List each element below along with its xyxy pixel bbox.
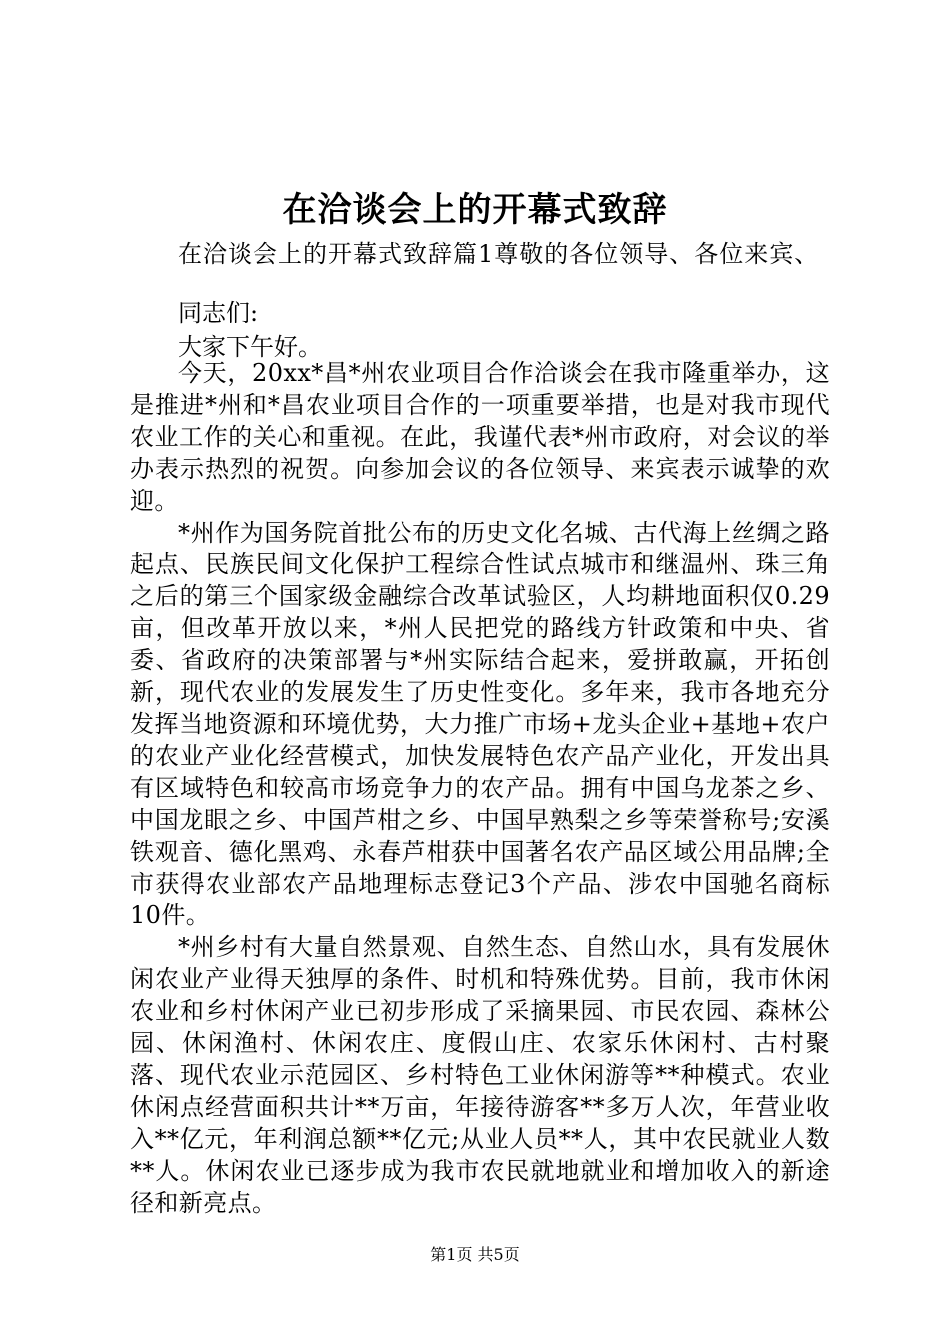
page-footer: 第1页 共5页 bbox=[430, 1245, 520, 1264]
paragraph-opening: 今天，20xx*昌*州农业项目合作洽谈会在我市隆重举办，这是推进*州和*昌农业项目合作的一项重要举措，也是对我市现代农业工作的关心和重视。在此，我谨代表*州市政府，对会议的举办表示热烈的祝贺。向参加会议的各位领导、来宾表示诚挚的欢迎。 bbox=[130, 359, 830, 515]
greeting-line-2: 大家下午好。 bbox=[178, 333, 322, 361]
body-text bbox=[130, 358, 830, 1219]
paragraph-city-overview: *州作为国务院首批公布的历史文化名城、古代海上丝绸之路起点、民族民间文化保护工程综合性试点城市和继温州、珠三角之后的第三个国家级金融综合改革试验区，人均耕地面积仅0.29亩，但改革开放以来，*州人民把党的路线方针政策和中央、省委、省政府的决策部署与*州实际结合起来，爱拼敢赢，开拓创新，现代农业的发展发生了历史性变化。多年来，我市各地充分发挥当地资源和环境优势，大力推广市场+龙头企业+基地+农户的农业产业化经营模式，加快发展特色农产品产业化，开发出具有区域特色和较高市场竞争力的农产品。拥有中国乌龙茶之乡、中国龙眼之乡、中国芦柑之乡、中国早熟梨之乡等荣誉称号;安溪铁观音、德化黑鸡、永春芦柑获中国著名农产品区域公用品牌;全市获得农业部农产品地理标志登记3个产品、涉农中国驰名商标10件。 bbox=[130, 518, 830, 930]
document-title: 在洽谈会上的开幕式致辞 bbox=[282, 190, 668, 230]
greeting-line: 同志们: bbox=[178, 299, 259, 327]
intro-line: 在洽谈会上的开幕式致辞篇1尊敬的各位领导、各位来宾、 bbox=[178, 240, 820, 268]
paragraph-leisure-agriculture: *州乡村有大量自然景观、自然生态、自然山水，具有发展休闲农业产业得天独厚的条件、时机和特殊优势。目前，我市休闲农业和乡村休闲产业已初步形成了采摘果园、市民农园、森林公园、休闲渔村、休闲农庄、度假山庄、农家乐休闲村、古村聚落、现代农业示范园区、乡村特色工业休闲游等**种模式。农业休闲点经营面积共计**万亩，年接待游客**多万人次，年营业收入**亿元，年利润总额**亿元;从业人员**人，其中农民就业人数**人。休闲农业已逐步成为我市农民就地就业和增加收入的新途径和新亮点。 bbox=[130, 933, 830, 1217]
